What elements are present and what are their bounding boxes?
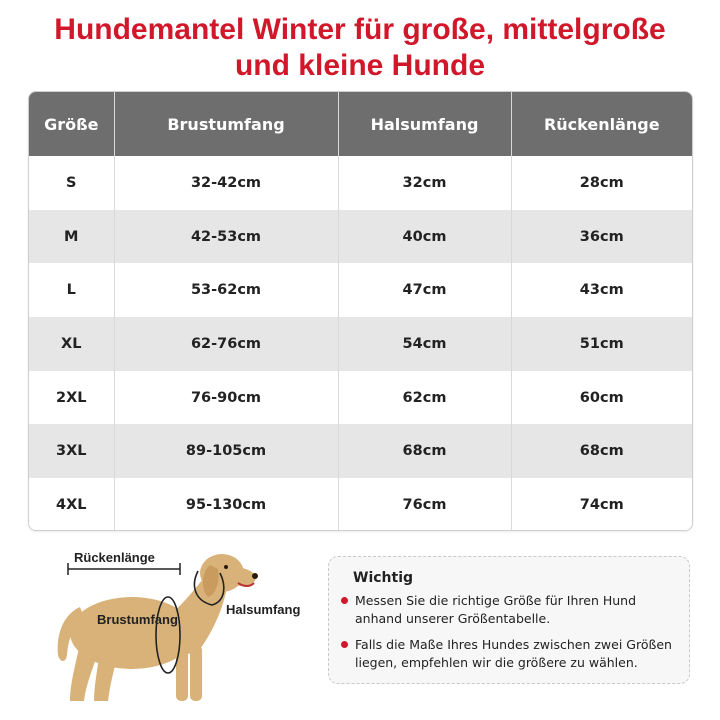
important-note <box>328 556 690 684</box>
back-cell: 36cm <box>511 210 692 264</box>
dog-illustration <box>40 545 330 715</box>
chest-cell: 89-105cm <box>114 424 338 478</box>
back-cell: 60cm <box>511 371 692 425</box>
size-cell: 4XL <box>29 478 114 531</box>
note-item-text: Falls die Maße Ihres Hundes zwischen zwei Größen liegen, empfehlen wir die größere zu wählen. <box>355 637 672 670</box>
back-cell: 74cm <box>511 478 692 531</box>
chest-cell: 62-76cm <box>114 317 338 371</box>
back-cell: 28cm <box>511 156 692 210</box>
header-rueckenlaenge: Rückenlänge <box>511 92 692 156</box>
note-title: Wichtig <box>353 570 414 586</box>
size-cell: S <box>29 156 114 210</box>
header-halsumfang: Halsumfang <box>338 92 511 156</box>
chest-cell: 95-130cm <box>114 478 338 531</box>
chest-cell: 76-90cm <box>114 371 338 425</box>
page-title <box>0 12 720 84</box>
bullet-icon <box>341 641 348 648</box>
neck-cell: 76cm <box>338 478 511 531</box>
dog-measurement-diagram <box>40 545 330 715</box>
size-cell: 3XL <box>29 424 114 478</box>
size-cell: L <box>29 263 114 317</box>
table-row <box>29 371 692 425</box>
chest-label: Brustumfang <box>97 612 178 627</box>
size-table <box>28 91 693 531</box>
size-cell: M <box>29 210 114 264</box>
neck-cell: 62cm <box>338 371 511 425</box>
note-item <box>341 592 681 628</box>
back-cell: 51cm <box>511 317 692 371</box>
note-item-text: Messen Sie die richtige Größe für Ihren Hund anhand unserer Größentabelle. <box>355 593 637 626</box>
back-length-label: Rückenlänge <box>74 550 155 565</box>
dog-eye <box>224 565 228 569</box>
neck-label: Halsumfang <box>226 602 301 617</box>
header-groesse: Größe <box>29 92 114 156</box>
bullet-icon <box>341 597 348 604</box>
table-row <box>29 424 692 478</box>
neck-cell: 47cm <box>338 263 511 317</box>
neck-cell: 68cm <box>338 424 511 478</box>
neck-cell: 32cm <box>338 156 511 210</box>
chest-cell: 42-53cm <box>114 210 338 264</box>
back-cell: 43cm <box>511 263 692 317</box>
size-cell: XL <box>29 317 114 371</box>
table-row <box>29 210 692 264</box>
table-row <box>29 263 692 317</box>
chest-cell: 32-42cm <box>114 156 338 210</box>
size-cell: 2XL <box>29 371 114 425</box>
chest-cell: 53-62cm <box>114 263 338 317</box>
back-cell: 68cm <box>511 424 692 478</box>
header-brustumfang: Brustumfang <box>114 92 338 156</box>
note-item <box>341 636 681 672</box>
dog-nose <box>252 573 258 579</box>
table-row <box>29 156 692 210</box>
title-line-1: Hundemantel Winter für große, mittelgroße <box>54 13 666 46</box>
table-header-row <box>29 92 692 156</box>
neck-cell: 40cm <box>338 210 511 264</box>
neck-cell: 54cm <box>338 317 511 371</box>
table-row <box>29 478 692 531</box>
table-row <box>29 317 692 371</box>
title-line-2: und kleine Hunde <box>234 49 486 82</box>
